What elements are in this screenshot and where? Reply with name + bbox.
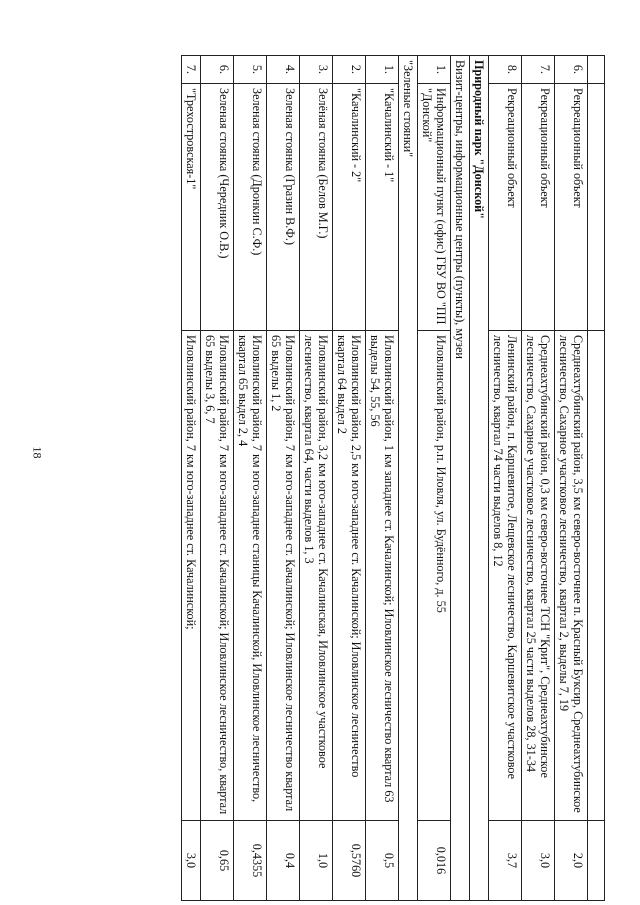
object-location: Иловлинский район, 7 км юго-западнее станицы Качалинской, Иловлинское лесничество, квартал 65 выдел 2, 4 xyxy=(234,331,267,821)
table-row xyxy=(300,56,333,901)
subsection-title: Визит-центры, информационные центры (пункты), музеи xyxy=(451,56,470,901)
table-row xyxy=(267,56,300,901)
table-row xyxy=(182,56,201,901)
object-name: Рекреационный объект xyxy=(522,84,555,331)
object-area: 3,7 xyxy=(489,821,522,901)
row-number: 6. xyxy=(201,56,234,84)
row-number: 8. xyxy=(489,56,522,84)
object-location: Среднеахтубинский район, 3,5 км северо-восточнее п. Красный Буксир, Среднеахтубинское лесничество, Сахарное участковое лесничество, квартал 2, выделы 7, 19 xyxy=(555,331,588,821)
object-name: "Трехостровская-1" xyxy=(182,84,201,331)
object-location: Иловлинский район, 7 км юго-западнее ст. Качалинской; Иловлинское лесничество квартал 65 выделы 1, 2 xyxy=(267,331,300,821)
document-sheet xyxy=(85,55,605,900)
object-name: "Качалинский - 2" xyxy=(333,84,366,331)
object-location: Ленинский район, п. Каршевитое, Лещевское лесничество, Каршевитское участковое лесничество, квартал 74 части выделов 8, 12 xyxy=(489,331,522,821)
object-area: 0,016 xyxy=(418,821,451,901)
section-title: Природный парк "Донской" xyxy=(470,56,489,901)
section-title-row xyxy=(470,56,489,901)
object-location: Иловлинский район, р.п. Иловля, ул. Будённого, д. 55 xyxy=(418,331,451,821)
row-number: 3. xyxy=(300,56,333,84)
table-row xyxy=(418,56,451,901)
row-number: 7. xyxy=(182,56,201,84)
table-top-gap xyxy=(588,56,605,901)
subsection-title: "Зеленые стоянки" xyxy=(399,56,418,901)
object-area: 0,4355 xyxy=(234,821,267,901)
object-name: Рекреационный объект xyxy=(489,84,522,331)
object-area: 2,0 xyxy=(555,821,588,901)
object-location: Иловлинский район, 1 км западнее ст. Качалинской; Иловлинское лесничество квартал 63 выделы 54, 55, 56 xyxy=(366,331,399,821)
object-name: Зеленая стоянка (Чередник О.В.) xyxy=(201,84,234,331)
object-area: 3,0 xyxy=(182,821,201,901)
object-area: 3,0 xyxy=(522,821,555,901)
subsection-title-row xyxy=(451,56,470,901)
table-row xyxy=(366,56,399,901)
row-number: 4. xyxy=(267,56,300,84)
object-name: Зелёная стоянка (Белов М.Г.) xyxy=(300,84,333,331)
page-number: 18 xyxy=(30,446,45,459)
row-number: 1. xyxy=(418,56,451,84)
row-number: 6. xyxy=(555,56,588,84)
row-number: 1. xyxy=(366,56,399,84)
table-row xyxy=(555,56,588,901)
object-area: 0,5 xyxy=(366,821,399,901)
object-location: Иловлинский район, 7 км юго-западнее ст. Качалинской; xyxy=(182,331,201,821)
object-area: 0,4 xyxy=(267,821,300,901)
object-name: Зеленая стоянка (Гразин В.Ф.) xyxy=(267,84,300,331)
row-number: 5. xyxy=(234,56,267,84)
object-location: Иловлинский район, 7 км юго-западнее ст. Качалинской; Иловлинское лесничество, квартал 65 выделы 3, 6, 7 xyxy=(201,331,234,821)
table-row xyxy=(234,56,267,901)
table-row xyxy=(201,56,234,901)
object-location: Иловлинский район, 2,5 км юго-западнее ст. Качалинской; Иловлинское лесничество квартал 64 выдел 2 xyxy=(333,331,366,821)
object-area: 0,5760 xyxy=(333,821,366,901)
table-row xyxy=(522,56,555,901)
object-name: Рекреационный объект xyxy=(555,84,588,331)
object-location: Иловлинский район, 3,2 км юго-западнее ст. Качалинская, Иловлинское участковое лесничество, квартал 64, части выделов 1, 3 xyxy=(300,331,333,821)
object-name: Информационный пункт (офис) ГБУ ВО "ПП "Донской" xyxy=(418,84,451,331)
table-row xyxy=(333,56,366,901)
subsection-title-row xyxy=(399,56,418,901)
row-number: 2. xyxy=(333,56,366,84)
object-name: Зеленая стоянка (Дронкин С.Ф.) xyxy=(234,84,267,331)
object-name: "Качалинский - 1" xyxy=(366,84,399,331)
object-area: 1,0 xyxy=(300,821,333,901)
object-area: 0,65 xyxy=(201,821,234,901)
object-location: Среднеахтубинский район, 0,3 км северо-восточнее ТСН "Крит", Среднеахтубинское лесничество, Сахарное участковое лесничество, квартал 25 части выделов 28, 31-34 xyxy=(522,331,555,821)
row-number: 7. xyxy=(522,56,555,84)
table-row xyxy=(489,56,522,901)
objects-table xyxy=(181,55,605,901)
